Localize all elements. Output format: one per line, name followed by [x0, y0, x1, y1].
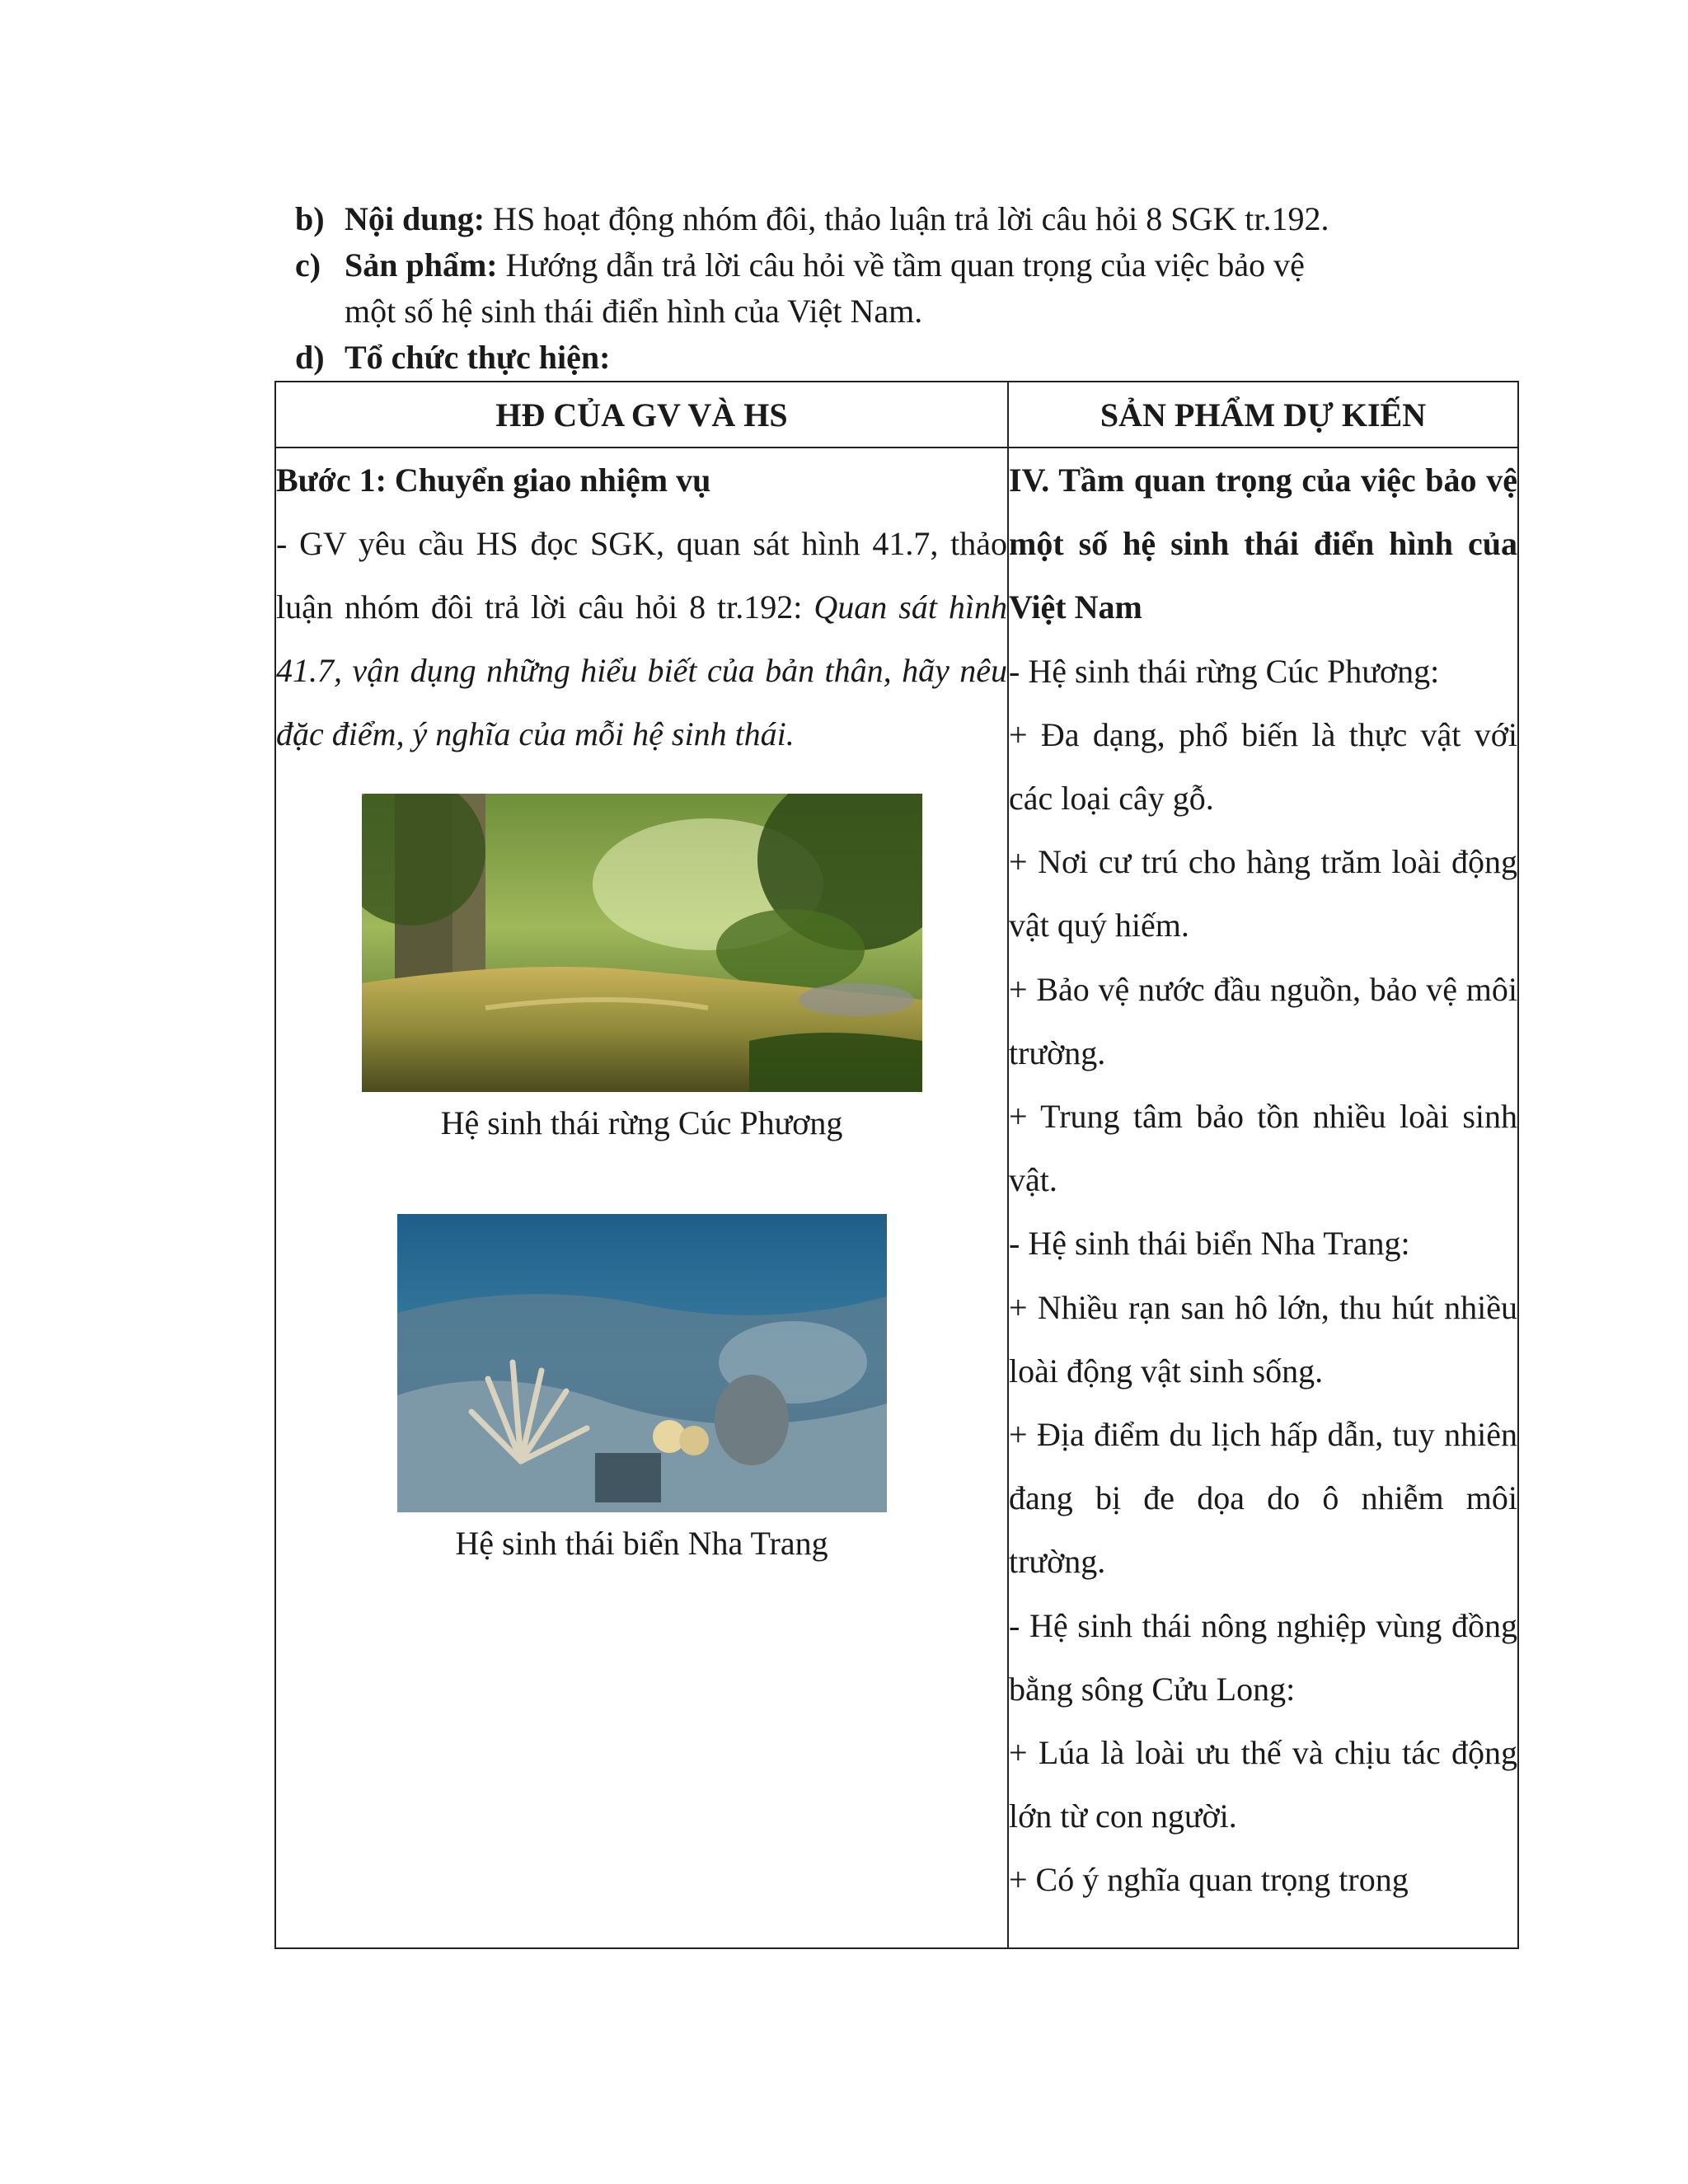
coral-reef-image: [397, 1214, 887, 1512]
intro-item-b: [295, 196, 1490, 242]
product-line: + Nhiều rạn san hô lớn, thu hút nhiều loài động vật sinh sống.: [1009, 1288, 1517, 1390]
product-line: - Hệ sinh thái biển Nha Trang:: [1009, 1225, 1410, 1263]
product-line: - Hệ sinh thái nông nghiệp vùng đồng bằng sông Cửu Long:: [1009, 1606, 1517, 1708]
item-label: Sản phẩm:: [345, 246, 498, 284]
item-text: Hướng dẫn trả lời câu hỏi về tầm quan trọng của việc bảo vệ: [497, 246, 1305, 284]
item-label: Tổ chức thực hiện:: [345, 339, 611, 376]
item-text: một số hệ sinh thái điển hình của Việt Nam.: [345, 293, 923, 330]
item-label: Nội dung:: [345, 200, 485, 237]
product-line: + Đa dạng, phổ biến là thực vật với các loại cây gỗ.: [1009, 715, 1517, 818]
forest-stream-image: [362, 794, 922, 1092]
item-marker: c): [295, 246, 321, 284]
figure-sea: [276, 1214, 1007, 1568]
activity-table: [274, 381, 1519, 1949]
figure-caption: Hệ sinh thái biển Nha Trang: [455, 1525, 828, 1562]
product-line: + Lúa là loài ưu thế và chịu tác động lớn từ con người.: [1009, 1734, 1517, 1835]
product-line: + Địa điểm du lịch hấp dẫn, tuy nhiên đang bị đe dọa do ô nhiễm môi trường.: [1009, 1416, 1517, 1581]
header-teacher-student: HĐ CỦA GV VÀ HS: [275, 382, 1008, 448]
task-instruction: - GV yêu cầu HS đọc SGK, quan sát hình 41.7, thảo luận nhóm đôi trả lời câu hỏi 8 tr.192:: [276, 525, 1007, 626]
product-line: + Nơi cư trú cho hàng trăm loài động vật quý hiếm.: [1009, 843, 1517, 944]
product-line: + Trung tâm bảo tồn nhiều loài sinh vật.: [1009, 1098, 1517, 1199]
task-text: [276, 512, 1007, 766]
expected-product-cell: [1008, 448, 1518, 1948]
activity-cell: [275, 448, 1008, 1948]
header-expected-product: SẢN PHẨM DỰ KIẾN: [1008, 382, 1518, 448]
item-text: HS hoạt động nhóm đôi, thảo luận trả lời câu hỏi 8 SGK tr.192.: [485, 200, 1329, 237]
intro-item-c-continued: [295, 288, 1490, 335]
intro-item-d: [295, 335, 1490, 381]
intro-item-c: [295, 242, 1490, 288]
table-header-row: [275, 382, 1518, 448]
intro-section: [295, 196, 1490, 381]
figure-forest: [276, 794, 1007, 1148]
product-line: + Có ý nghĩa quan trọng trong: [1009, 1861, 1409, 1899]
product-line: - Hệ sinh thái rừng Cúc Phương:: [1009, 652, 1440, 690]
section-heading: IV. Tầm quan trọng của việc bảo vệ một số hệ sinh thái điển hình của Việt Nam: [1009, 462, 1517, 626]
item-marker: b): [295, 200, 325, 237]
table-row: [275, 448, 1518, 1948]
item-marker: d): [295, 339, 325, 376]
task-question: Quan sát hình 41.7, vận dụng những hiểu biết của bản thân, hãy nêu đặc điểm, ý nghĩa của mỗi hệ sinh thái.: [276, 588, 1008, 752]
figure-caption: Hệ sinh thái rừng Cúc Phương: [440, 1104, 843, 1141]
step-title: Bước 1: Chuyển giao nhiệm vụ: [276, 462, 711, 499]
product-line: + Bảo vệ nước đầu nguồn, bảo vệ môi trường.: [1009, 970, 1517, 1071]
